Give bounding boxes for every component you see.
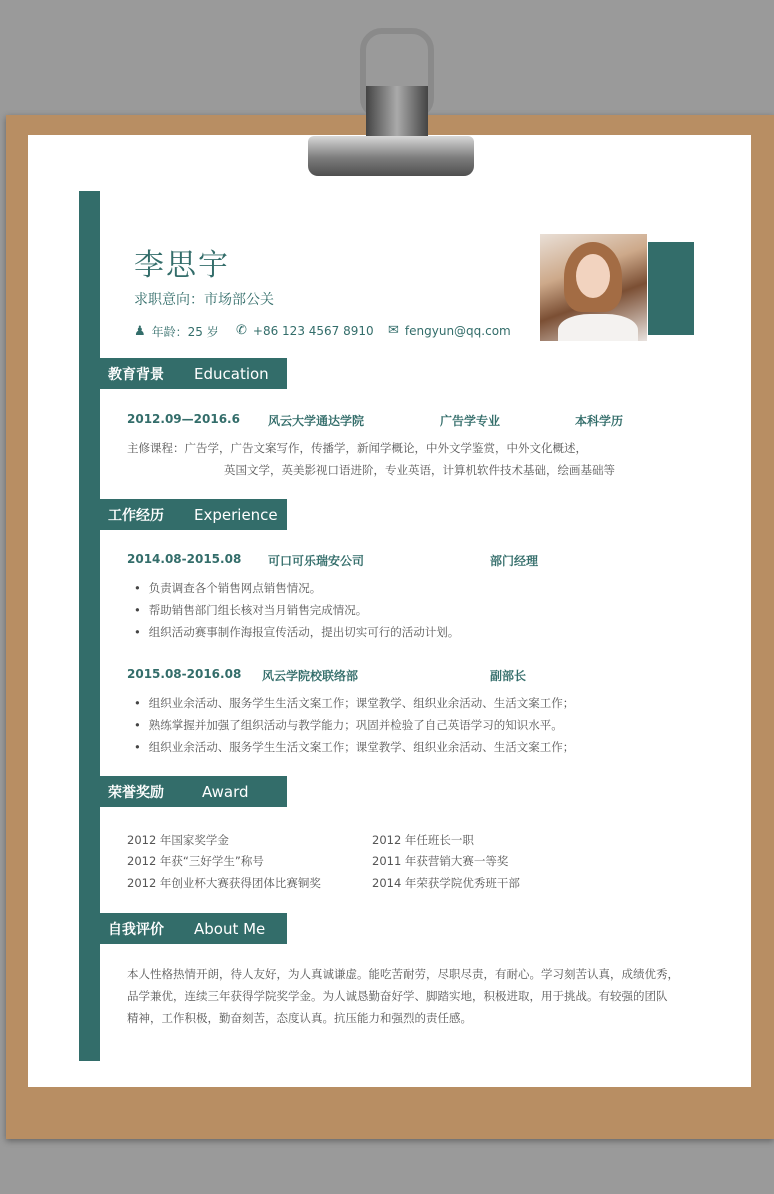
award-item: 2012 年创业杯大赛获得团体比赛铜奖 (127, 876, 321, 890)
award-item: 2012 年获“三好学生”称号 (127, 854, 264, 868)
section-about (100, 913, 287, 944)
edu-degree: 本科学历 (575, 414, 624, 428)
section-title-en: Experience (194, 505, 278, 524)
phone-icon: ✆ (236, 323, 247, 338)
age-info (134, 323, 219, 340)
about-line: 精神，工作积极，勤奋刻苦，态度认真。抗压能力和强烈的责任感。 (127, 1011, 472, 1025)
section-title-cn: 荣誉奖励 (108, 784, 164, 801)
job-company: 风云学院校联络部 (262, 669, 359, 683)
mail-icon: ✉ (388, 323, 399, 338)
job-period: 2014.08-2015.08 (127, 552, 242, 566)
section-awards (100, 776, 287, 807)
binder-clip (308, 28, 474, 176)
profile-photo (540, 234, 647, 341)
candidate-name: 李思宇 (134, 248, 230, 283)
award-item: 2012 年国家奖学金 (127, 833, 229, 847)
section-title-en: Education (194, 364, 269, 383)
section-experience (100, 499, 287, 530)
about-line: 品学兼优，连续三年获得学院奖学金。为人诚恳勤奋好学、脚踏实地，积极进取，用于挑战。有较强的团队 (127, 989, 668, 1003)
job-bullet: • 熟练掌握并加强了组织活动与教学能力；巩固并检验了自己英语学习的知识水平。 (134, 717, 563, 733)
job-bullet: • 帮助销售部门组长核对当月销售完成情况。 (134, 602, 367, 618)
job-bullet: • 负责调查各个销售网点销售情况。 (134, 580, 321, 596)
phone-text: +86 123 4567 8910 (252, 323, 374, 338)
edu-period: 2012.09—2016.6 (127, 412, 240, 426)
job-role: 副部长 (490, 669, 527, 683)
section-title-en: Award (202, 782, 249, 801)
section-title-en: About Me (194, 919, 266, 938)
email-info (388, 323, 511, 338)
job-period: 2015.08-2016.08 (127, 667, 242, 681)
section-education (100, 358, 287, 389)
edu-courses-1: 主修课程：广告学，广告文案写作，传播学，新闻学概论，中外文学鉴赏，中外文化概述， (127, 441, 587, 455)
award-item: 2014 年荣获学院优秀班干部 (372, 876, 520, 890)
job-bullet: • 组织业余活动、服务学生生活文案工作；课堂教学、组织业余活动、生活文案工作； (134, 739, 574, 755)
person-icon: ♟ (134, 324, 146, 339)
job-bullet: • 组织业余活动、服务学生生活文案工作；课堂教学、组织业余活动、生活文案工作； (134, 695, 574, 711)
job-bullet: • 组织活动赛事制作海报宣传活动，提出切实可行的活动计划。 (134, 624, 459, 640)
section-title-cn: 自我评价 (108, 921, 164, 938)
about-line: 本人性格热情开朗，待人友好，为人真诚谦虚。能吃苦耐劳，尽职尽责，有耐心。学习刻苦认真，成绩优秀， (127, 967, 679, 981)
award-item: 2011 年获营销大赛一等奖 (372, 854, 509, 868)
job-company: 可口可乐瑞安公司 (268, 554, 365, 568)
edu-school: 风云大学通达学院 (268, 414, 365, 428)
edu-courses-2: 英国文学，英美影视口语进阶，专业英语，计算机软件技术基础，绘画基础等 (224, 463, 615, 477)
award-item: 2012 年任班长一职 (372, 833, 474, 847)
phone-info (236, 323, 374, 338)
section-title-cn: 工作经历 (108, 507, 164, 524)
accent-block (648, 242, 694, 335)
accent-sidebar (79, 191, 100, 1061)
age-text: 年龄：25 岁 (151, 325, 219, 339)
job-role: 部门经理 (490, 554, 539, 568)
email-text: fengyun@qq.com (404, 323, 511, 338)
edu-major: 广告学专业 (440, 414, 501, 428)
section-title-cn: 教育背景 (108, 366, 164, 383)
job-intent: 求职意向：市场部公关 (134, 292, 274, 308)
